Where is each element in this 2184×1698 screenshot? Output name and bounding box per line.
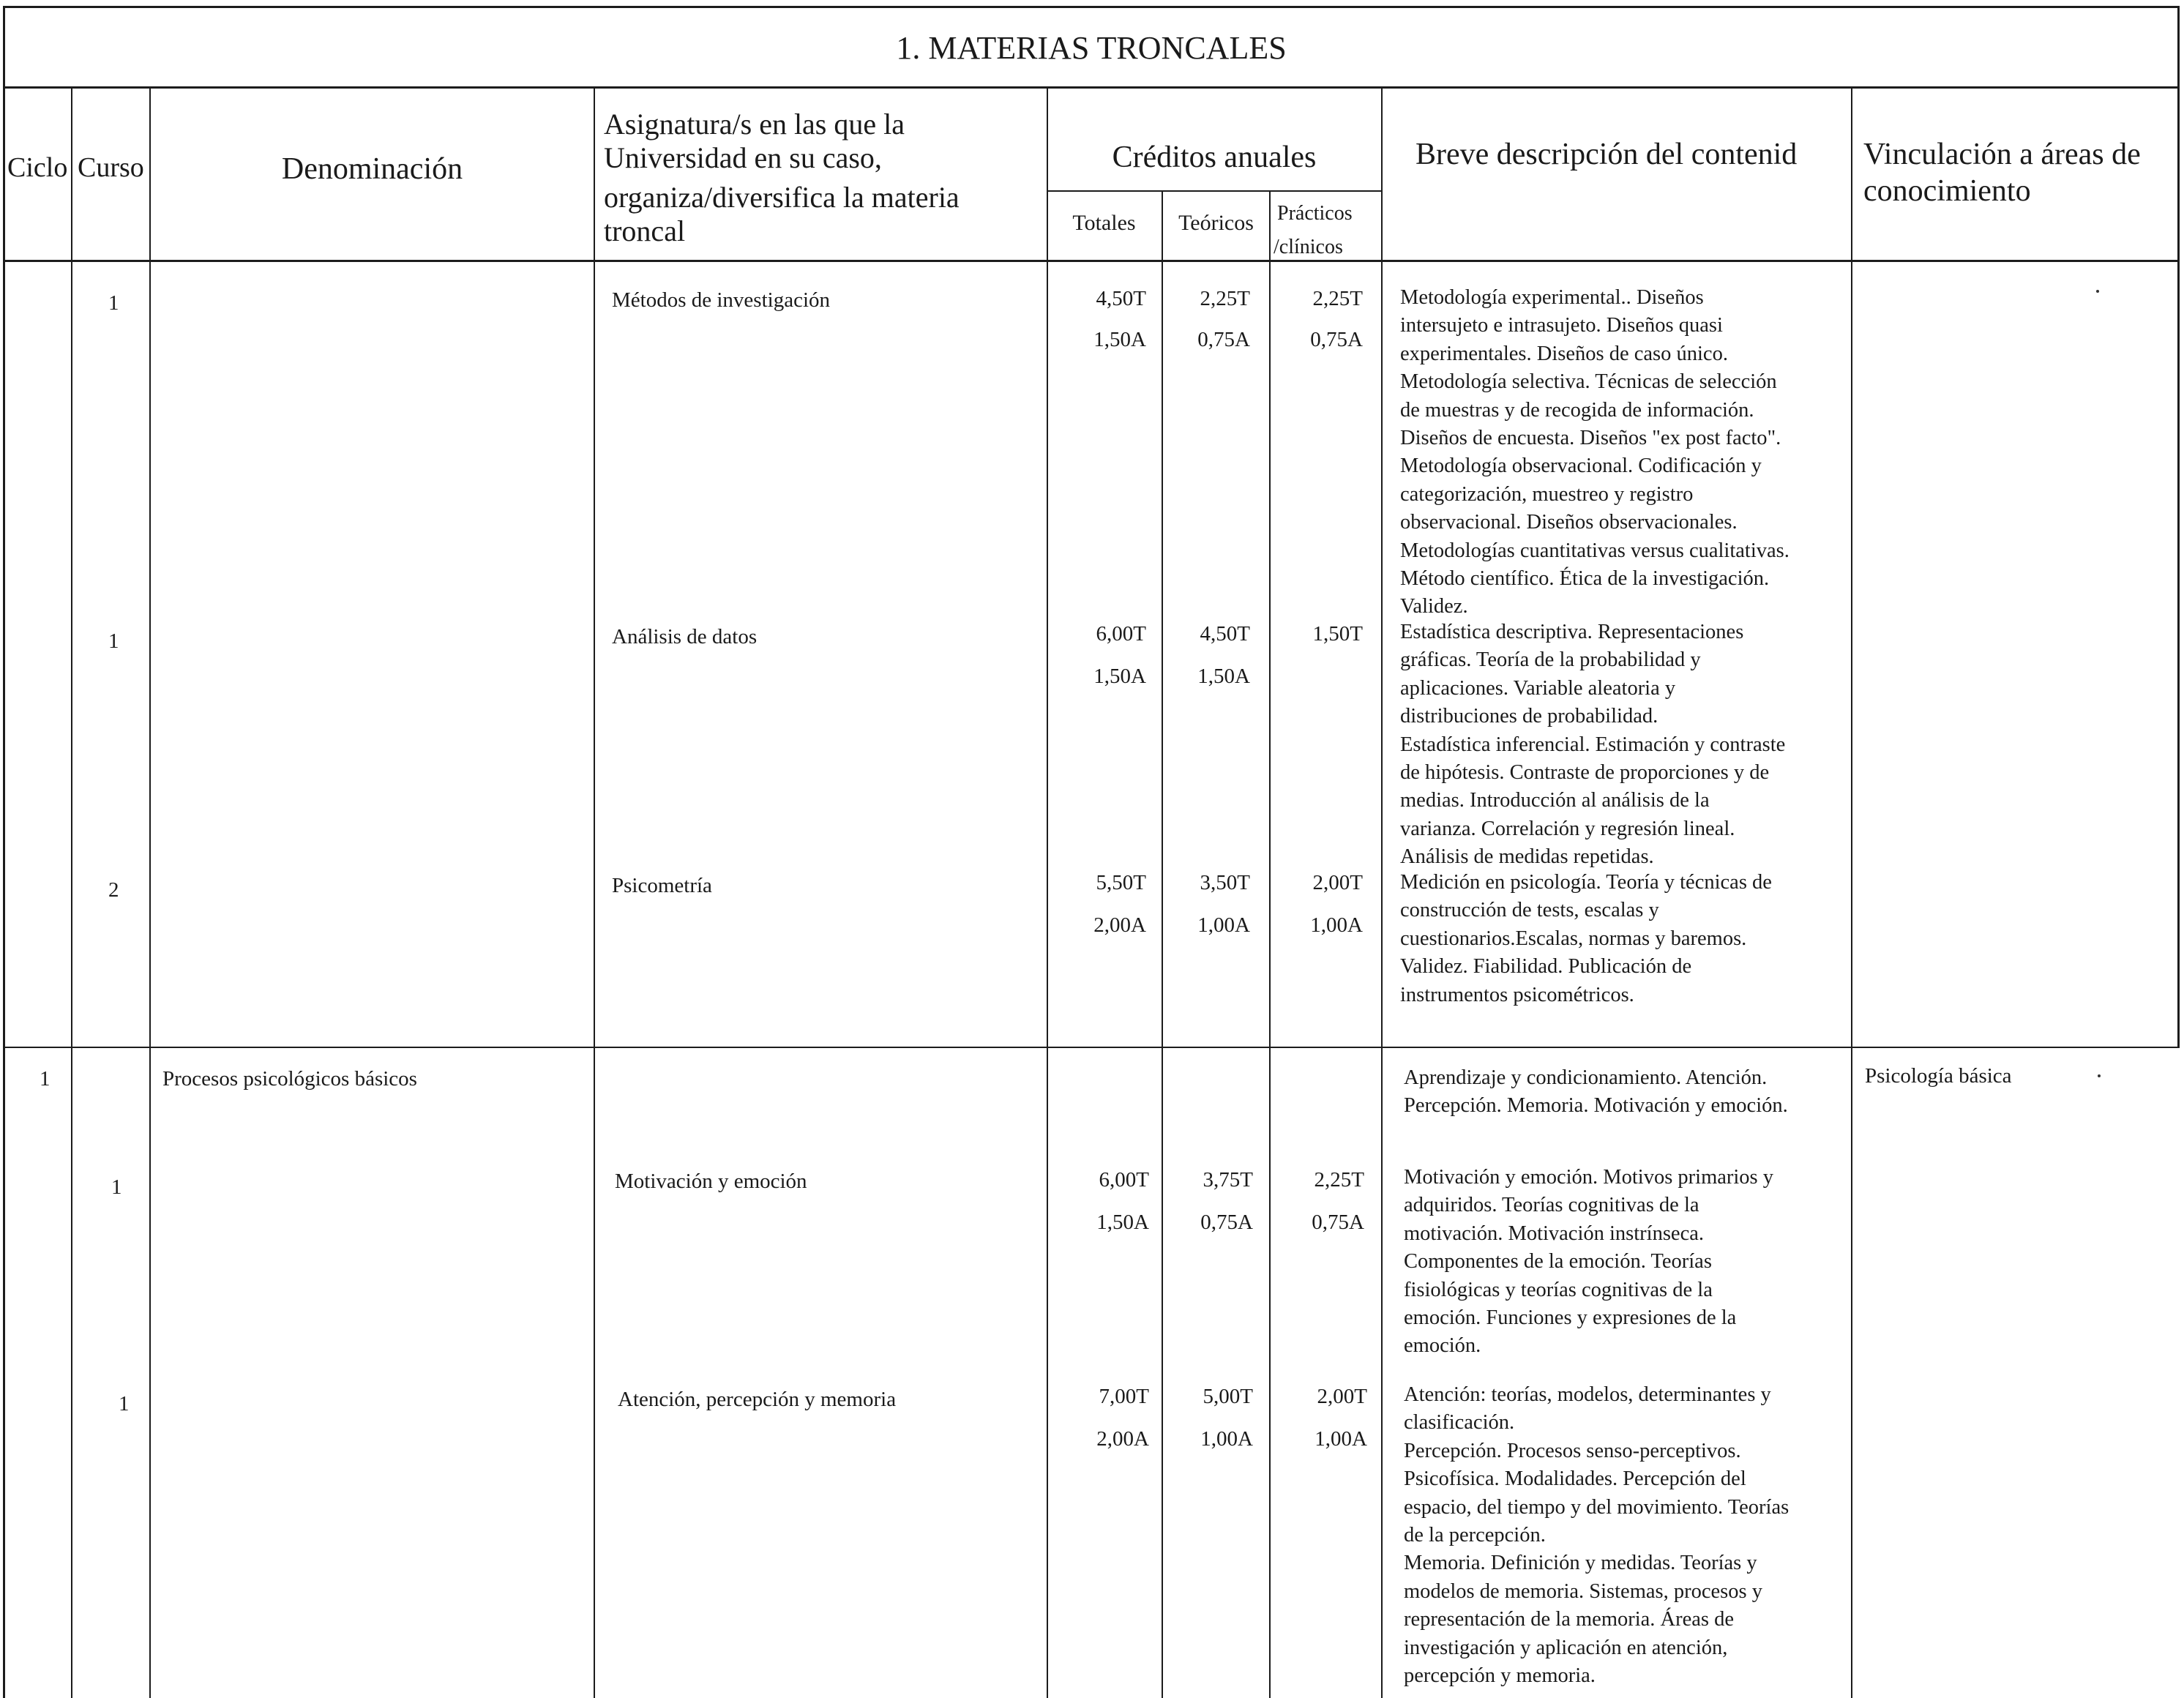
cell-asignatura: Atención, percepción y memoria <box>618 1388 897 1411</box>
desc-line: representación de la memoria. Áreas de <box>1404 1608 1735 1631</box>
desc-line: Psicofísica. Modalidades. Percepción del <box>1404 1467 1746 1491</box>
cell-descripcion <box>1400 284 1790 621</box>
header-vinculacion-2: conocimiento <box>1863 174 2031 208</box>
cell-practicos: 0,75A <box>1310 328 1363 351</box>
cell-curso: 1 <box>108 629 119 653</box>
desc-line: Componentes de la emoción. Teorías <box>1404 1250 1712 1274</box>
desc-line: Aprendizaje y condicionamiento. Atención. <box>1404 1066 1768 1089</box>
cell-curso: 2 <box>108 878 119 902</box>
desc-line: Estadística inferencial. Estimación y contraste <box>1400 733 1786 756</box>
cell-totales: 6,00T <box>1099 1168 1149 1192</box>
cell-practicos: 2,25T <box>1314 1168 1364 1192</box>
desc-line: Validez. Fiabilidad. Publicación de <box>1400 955 1692 979</box>
desc-line: construcción de tests, escalas y <box>1400 899 1659 922</box>
cell-descripcion <box>1404 1381 1789 1690</box>
desc-line: Percepción. Memoria. Motivación y emoción. <box>1404 1094 1788 1118</box>
cell-totales: 1,50A <box>1093 328 1146 351</box>
desc-line: Estadística descriptiva. Representaciones <box>1400 621 1744 643</box>
cell-practicos: 2,25T <box>1312 287 1363 310</box>
header-teoricos: Teóricos <box>1178 211 1254 235</box>
header-ciclo: Ciclo <box>7 152 68 183</box>
header-asignaturas-line: troncal <box>604 214 686 247</box>
header-rule <box>3 260 2180 262</box>
cell-totales: 1,50A <box>1093 665 1146 688</box>
col-line-practicos <box>1381 86 1383 1698</box>
desc-line: varianza. Correlación y regresión lineal. <box>1400 817 1735 840</box>
desc-line: Percepción. Procesos senso-perceptivos. <box>1404 1439 1741 1462</box>
cell-descripcion <box>1400 618 1785 872</box>
cell-teoricos: 0,75A <box>1197 328 1250 351</box>
cell-teoricos: 0,75A <box>1200 1211 1253 1234</box>
cell-totales: 5,50T <box>1096 871 1146 894</box>
header-curso: Curso <box>78 152 144 183</box>
cell-totales: 2,00A <box>1093 913 1146 937</box>
col-line-totales <box>1162 190 1163 1698</box>
col-line-teoricos <box>1269 190 1271 1698</box>
cell-descripcion <box>1404 1164 1773 1361</box>
cell-descripcion <box>1400 869 1772 1009</box>
cell-totales: 6,00T <box>1096 622 1146 646</box>
border-top <box>3 6 2180 8</box>
desc-line: adquiridos. Teorías cognitivas de la <box>1404 1194 1699 1217</box>
cell-curso: 1 <box>119 1392 130 1415</box>
cell-descripcion <box>1404 1064 1788 1121</box>
desc-line: Diseños de encuesta. Diseños "ex post facto". <box>1400 426 1781 449</box>
cell-practicos: 1,00A <box>1314 1427 1367 1451</box>
header-descripcion: Breve descripción del contenid <box>1416 138 1798 171</box>
desc-line: motivación. Motivación instrínseca. <box>1404 1222 1704 1245</box>
desc-line: Metodología selectiva. Técnicas de selección <box>1400 370 1777 394</box>
cell-curso: 1 <box>111 1175 122 1199</box>
desc-line: Metodología experimental.. Diseños <box>1400 286 1704 309</box>
desc-line: Medición en psicología. Teoría y técnicas de <box>1400 871 1772 894</box>
cell-practicos: 1,00A <box>1310 913 1363 937</box>
table-title: 1. MATERIAS TRONCALES <box>896 30 1287 66</box>
cell-vinculacion: Psicología básica <box>1865 1064 2012 1088</box>
cell-asignatura: Motivación y emoción <box>615 1170 807 1193</box>
cell-totales: 2,00A <box>1096 1427 1149 1451</box>
cell-teoricos: 3,75T <box>1203 1168 1253 1192</box>
cell-practicos: 1,50T <box>1312 622 1363 646</box>
desc-line: intersujeto e intrasujeto. Diseños quasi <box>1400 314 1723 337</box>
desc-line: clasificación. <box>1404 1411 1515 1435</box>
header-asignaturas-line: Asignatura/s en las que la <box>604 108 905 141</box>
cell-teoricos: 4,50T <box>1200 622 1250 646</box>
desc-line: Memoria. Definición y medidas. Teorías y <box>1404 1552 1757 1575</box>
header-totales: Totales <box>1072 211 1136 235</box>
desc-line: experimentales. Diseños de caso único. <box>1400 342 1728 365</box>
cell-asignatura: Métodos de investigación <box>612 288 831 312</box>
cell-teoricos: 2,25T <box>1200 287 1250 310</box>
desc-line: instrumentos psicométricos. <box>1400 983 1634 1006</box>
desc-line: emoción. <box>1404 1334 1481 1358</box>
col-line-denominacion <box>594 86 595 1698</box>
cell-ciclo: 1 <box>40 1067 51 1091</box>
cell-teoricos: 1,00A <box>1200 1427 1253 1451</box>
desc-line: distribuciones de probabilidad. <box>1400 705 1658 728</box>
desc-line: de muestras y de recogida de información. <box>1400 398 1754 422</box>
scan-speck <box>2096 290 2099 293</box>
desc-line: observacional. Diseños observacionales. <box>1400 511 1738 534</box>
cell-teoricos: 1,50A <box>1197 665 1250 688</box>
cell-asignatura: Análisis de datos <box>612 625 758 648</box>
cell-teoricos: 3,50T <box>1200 871 1250 894</box>
cell-practicos: 0,75A <box>1312 1211 1364 1234</box>
desc-line: categorización, muestreo y registro <box>1400 482 1694 506</box>
creditos-rule <box>1047 190 1382 192</box>
header-asignaturas-line: organiza/diversifica la materia <box>604 181 960 214</box>
col-line-asignatura <box>1047 86 1048 1698</box>
desc-line: gráficas. Teoría de la probabilidad y <box>1400 648 1701 672</box>
cell-practicos: 2,00T <box>1317 1385 1367 1408</box>
cell-teoricos: 5,00T <box>1203 1385 1253 1408</box>
desc-line: percepción y memoria. <box>1404 1664 1596 1687</box>
header-practicos-1: Prácticos <box>1277 202 1353 225</box>
group-rule <box>3 1047 2180 1048</box>
border-right <box>2177 6 2180 1047</box>
desc-line: medias. Introducción al análisis de la <box>1400 789 1710 812</box>
desc-line: emoción. Funciones y expresiones de la <box>1404 1306 1737 1329</box>
desc-line: fisiológicas y teorías cognitivas de la <box>1404 1278 1713 1301</box>
cell-curso: 1 <box>108 291 119 315</box>
desc-line: investigación y aplicación en atención, <box>1404 1636 1728 1659</box>
cell-teoricos: 1,00A <box>1197 913 1250 937</box>
desc-line: cuestionarios.Escalas, normas y baremos. <box>1400 927 1747 950</box>
desc-line: Validez. <box>1400 595 1468 618</box>
desc-line: Metodologías cuantitativas versus cualitativas. <box>1400 539 1790 562</box>
cell-totales: 7,00T <box>1099 1385 1149 1408</box>
desc-line: de la percepción. <box>1404 1523 1546 1546</box>
desc-line: Análisis de medidas repetidas. <box>1400 845 1654 869</box>
header-creditos: Créditos anuales <box>1112 141 1317 174</box>
title-rule <box>3 86 2180 89</box>
desc-line: Metodología observacional. Codificación y <box>1400 455 1762 478</box>
cell-asignatura: Psicometría <box>612 874 712 897</box>
cell-practicos: 2,00T <box>1312 871 1363 894</box>
desc-line: Motivación y emoción. Motivos primarios y <box>1404 1166 1774 1189</box>
header-vinculacion-1: Vinculación a áreas de <box>1863 138 2141 171</box>
col-line-curso <box>149 86 151 1698</box>
col-line-descripcion <box>1851 86 1852 1698</box>
header-practicos-2: /clínicos <box>1274 236 1343 258</box>
header-asignaturas-line: Universidad en su caso, <box>604 141 882 174</box>
desc-line: espacio, del tiempo y del movimiento. Teorías <box>1404 1495 1790 1519</box>
desc-line: Método científico. Ética de la investigación. <box>1400 566 1770 590</box>
cell-totales: 4,50T <box>1096 287 1146 310</box>
cell-denominacion: Procesos psicológicos básicos <box>162 1067 417 1091</box>
header-denominacion: Denominación <box>281 152 463 186</box>
desc-line: de hipótesis. Contraste de proporciones y de <box>1400 760 1770 784</box>
cell-totales: 1,50A <box>1096 1211 1149 1234</box>
header-asignaturas <box>604 110 960 246</box>
desc-line: aplicaciones. Variable aleatoria y <box>1400 676 1676 700</box>
desc-line: Atención: teorías, modelos, determinantes y <box>1404 1383 1771 1406</box>
desc-line: modelos de memoria. Sistemas, procesos y <box>1404 1579 1762 1603</box>
col-line-ciclo <box>71 86 72 1698</box>
scan-speck <box>2098 1074 2101 1077</box>
